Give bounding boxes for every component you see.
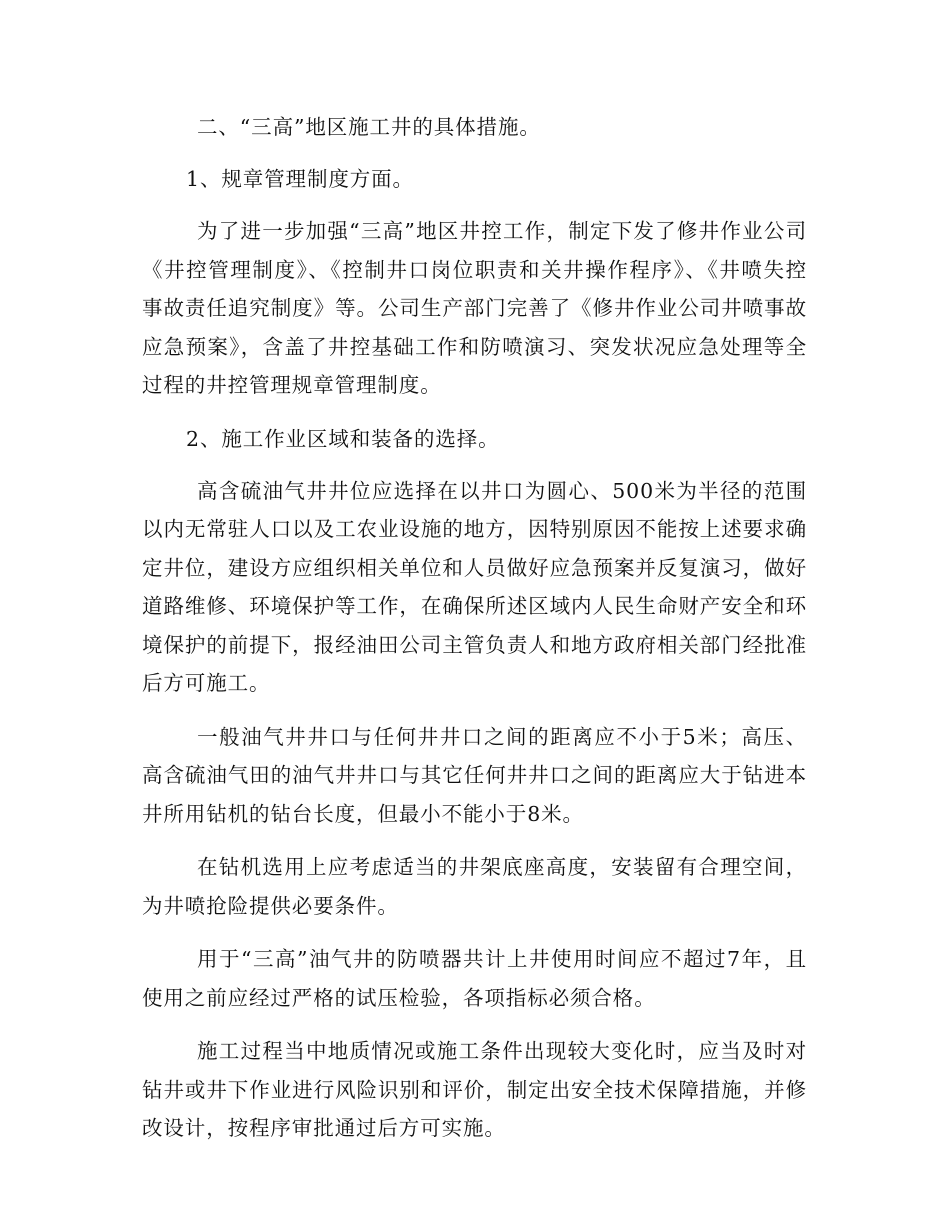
subsection-heading-2: 2、施工作业区域和装备的选择。 [186, 426, 500, 451]
paragraph-well-distance: 一般油气井井口与任何井井口之间的距离应不小于5米；高压、高含硫油气田的油气井井口与其它任何井井口之间的距离应大于钻进本井所用钻机的钻台长度，但最小不能小于8米。 [142, 724, 807, 826]
paragraph-risk-assessment: 施工过程当中地质情况或施工条件出现较大变化时，应当及时对钻井或井下作业进行风险识别和评价，制定出安全技术保障措施，并修改设计，按程序审批通过后方可实施。 [142, 1039, 807, 1140]
section-heading: 二、“三高”地区施工井的具体措施。 [197, 115, 541, 139]
document-body [142, 108, 807, 1163]
paragraph-rig-selection: 在钻机选用上应考虑适当的井架底座高度，安装留有合理空间，为井喷抢险提供必要条件。 [142, 855, 807, 918]
paragraph-bop-usage: 用于“三高”油气井的防喷器共计上井使用时间应不超过7年，且使用之前应经过严格的试压检验，各项指标必须合格。 [142, 947, 807, 1010]
paragraph-regulations: 为了进一步加强“三高”地区井控工作，制定下发了修井作业公司《井控管理制度》、《控制井口岗位职责和关井操作程序》、《井喷失控事故责任追究制度》等。公司生产部门完善了《修井作业公司井喷事故应急预案》，含盖了井控基础工作和防喷演习、突发状况应急处理等全过程的井控管理规章管理制度。 [142, 219, 807, 397]
subsection-heading-1: 1、规章管理制度方面。 [186, 167, 414, 191]
paragraph-well-location: 高含硫油气井井位应选择在以井口为圆心、500米为半径的范围以内无常驻人口以及工农业设施的地方，因特别原因不能按上述要求确定井位，建设方应组织相关单位和人员做好应急预案并反复演习，做好道路维修、环境保护等工作，在确保所述区域内人民生命财产安全和环境保护的前提下，报经油田公司主管负责人和地方政府相关部门经批准后方可施工。 [142, 478, 807, 695]
